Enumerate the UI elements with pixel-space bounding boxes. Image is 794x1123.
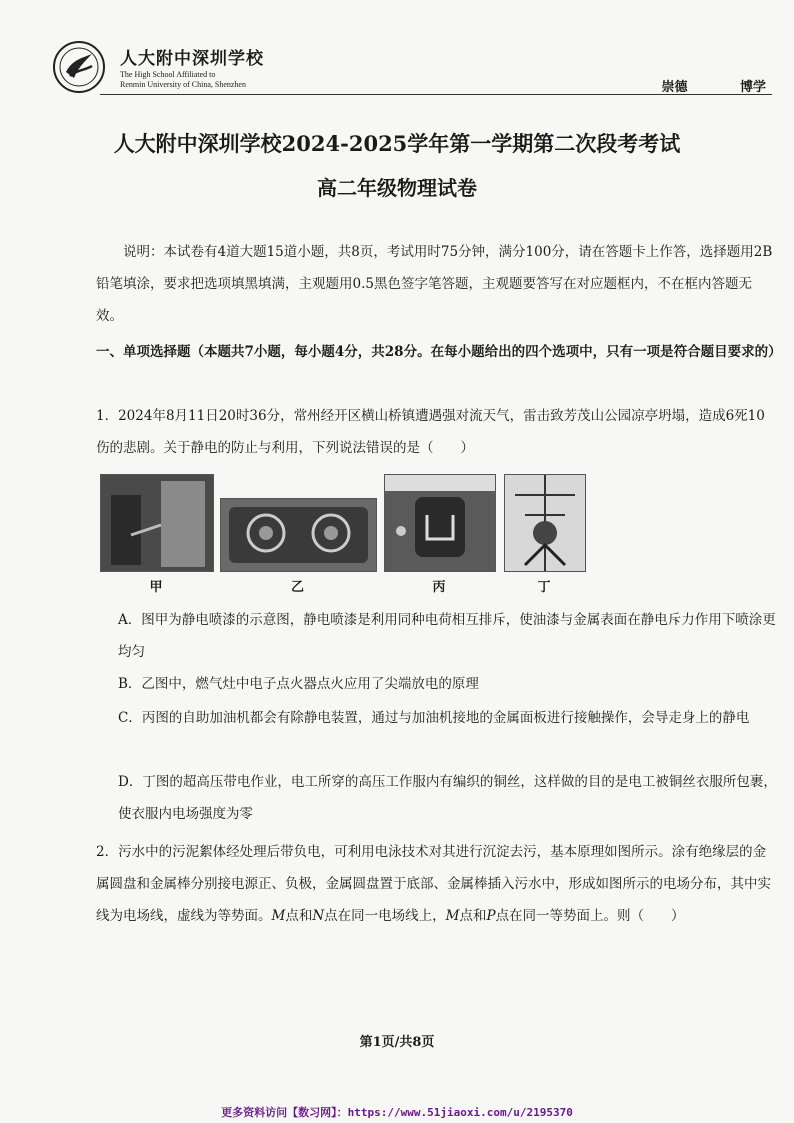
q2-point-m2: M: [445, 908, 460, 924]
question-2-stem: [96, 836, 776, 932]
page-header: [52, 38, 772, 94]
q2-point-n: N: [312, 908, 325, 924]
school-logo-icon: [52, 40, 106, 94]
school-motto: [613, 76, 766, 95]
photo-yi: [220, 498, 377, 572]
power-line-worker-icon: [505, 475, 585, 571]
q2-text-c: 点在同一电场线上，: [324, 908, 446, 924]
motto-left: 崇德: [661, 80, 688, 95]
option-c: C．丙图的自助加油机都会有除静电装置，通过与加油机接地的金属面板进行接触操作，会导走身上的静电: [118, 710, 750, 726]
exam-title: 人大附中深圳学校2024-2025学年第一学期第二次段考考试: [113, 131, 681, 156]
q2-point-p: P: [486, 908, 496, 924]
footer-link[interactable]: 更多资料访问【数习网】：https://www.51jiaoxi.com/u/2195370: [221, 1106, 573, 1119]
photo-label-ding: 丁: [537, 580, 551, 595]
photo-label-bing: 丙: [432, 580, 446, 595]
school-name-en-line2: Renmin University of China, Shenzhen: [120, 80, 246, 89]
q2-text-d: 点和: [459, 908, 487, 924]
gas-stove-icon: [221, 499, 376, 571]
option-d: D．丁图的超高压带电作业，电工所穿的高压工作服内有编织的铜丝，这样做的目的是电工被铜丝衣服所包裹，使衣服内电场强度为零: [118, 774, 777, 822]
instructions: 说明：本试卷有4道大题15道小题，共8页，考试用时75分钟，满分100分，请在答题卡上作答，选择题用2B铅笔填涂，要求把选项填黑填满，主观题用0.5黑色签字笔答题，主观题要答写在对应题框内，不在框内答题无效。: [96, 244, 773, 324]
exam-subtitle: 高二年级物理试卷: [317, 176, 477, 200]
question-1-figures: [100, 474, 600, 604]
page-number: 第1页/共8页: [359, 1035, 435, 1050]
school-name-cn: 人大附中深圳学校: [120, 49, 264, 69]
option-b: B．乙图中，燃气灶中电子点火器点火应用了尖端放电的原理: [118, 676, 479, 692]
question-1-stem: 1．2024年8月11日20时36分，常州经开区横山桥镇遭遇强对流天气，雷击致芳茂山公园凉亭坍塌，造成6死10伤的悲剧。关于静电的防止与利用，下列说法错误的是（ ）: [96, 408, 765, 456]
q2-point-m: M: [271, 908, 286, 924]
spray-painting-icon: [101, 475, 213, 571]
photo-bing: [384, 474, 496, 572]
photo-ding: [504, 474, 586, 572]
header-divider: [100, 94, 772, 95]
school-name-en-line1: The High School Affiliated to: [120, 70, 216, 79]
fuel-dispenser-icon: [385, 475, 495, 571]
option-a: A．图甲为静电喷漆的示意图，静电喷漆是利用同种电荷相互排斥，使油漆与金属表面在静电斥力作用下喷涂更均匀: [118, 612, 776, 660]
photo-label-jia: 甲: [149, 580, 163, 595]
school-name-en: [120, 70, 246, 90]
q2-text-a: 2．污水中的污泥絮体经处理后带负电，可利用电泳技术对其进行沉淀去污，基本原理如图所示。涂有绝缘层的金属圆盘和金属棒分别接电源正、负极，金属圆盘置于底部、金属棒插入污水中，形成如图所示的电场分布，其中实线为电场线，虚线为等势面。: [96, 844, 771, 924]
section-heading: 一、单项选择题（本题共7小题，每小题4分，共28分。在每小题给出的四个选项中，只有一项是符合题目要求的）: [96, 344, 782, 360]
photo-label-yi: 乙: [290, 580, 304, 595]
q2-text-e: 点在同一等势面上。则（ ）: [495, 908, 685, 924]
photo-jia: [100, 474, 214, 572]
motto-right: 博学: [739, 80, 766, 95]
q2-text-b: 点和: [285, 908, 313, 924]
